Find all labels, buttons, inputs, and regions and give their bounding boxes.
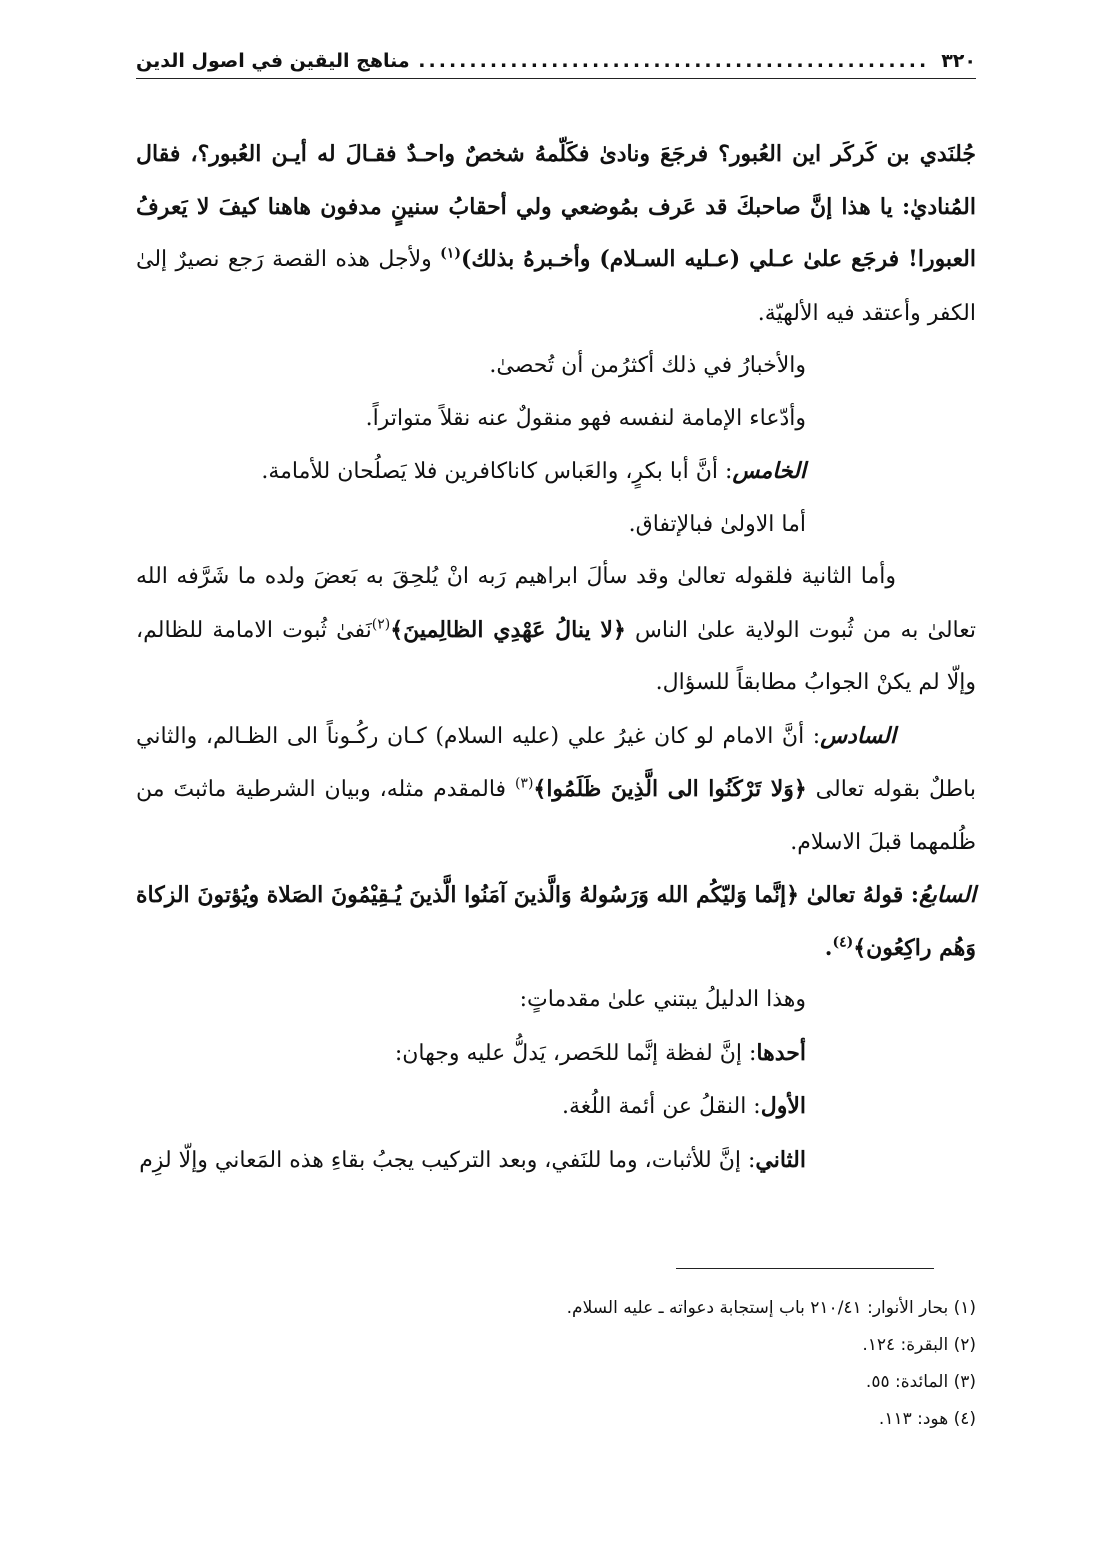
paragraph-1-tail: ولأجل هذه القصة رَجع نصيرٌ إلىٰ الكفر وأعتقد فيه الألهيّة.: [136, 247, 976, 326]
footnote-separator: [676, 1268, 934, 1269]
quran-quote-1: ﴿لا ينالُ عَهْدِي الظالِمينَ﴾: [390, 616, 626, 643]
paragraph-12: [136, 1134, 976, 1188]
section-label-fifth: الخامس: [732, 458, 806, 484]
footnote-ref-4: (٤): [832, 934, 854, 951]
paragraph-9: وهذا الدليلُ يبتني علىٰ مقدماتٍ:: [519, 987, 806, 1012]
paragraph-6-tail: نَفىٰ ثُبوت الامامة للظالم، وإلّا لم يكنْ الجوابُ مطابقاً للسؤال.: [136, 617, 976, 695]
paragraph-8: [136, 869, 976, 974]
label-second: الثاني: [755, 1146, 806, 1173]
footnote-4: (٤) هود: ١١٣.: [878, 1409, 976, 1429]
section-label-sixth: السادس: [820, 722, 896, 749]
quran-quote-3: ﴿إنَّما وَليّكُم الله وَرَسُولهُ وَالَّذينَ آمَنُوا الَّذينَ يُـقِيْمُونَ الصَلاة ويُؤتونَ الزكاة وَهُم راكِعُون﴾: [136, 882, 976, 961]
footnote-ref-3: (٣): [514, 775, 534, 792]
paragraph-4-text: : أنَّ أبا بكرٍ، والعَباس كاناكافرين فلا يَصلُحان للأمامة.: [261, 459, 733, 484]
main-text: [136, 128, 976, 1187]
paragraph-7-tail: فالمقدم مثله، وبيان الشرطية ماثبتَ من ظُلمهما قبلَ الاسلام.: [136, 777, 976, 855]
paragraph-2: والأخبارُ في ذلك أكثرُمن أن تُحصىٰ.: [489, 353, 806, 378]
footnotes: [136, 1290, 976, 1438]
paragraph-3: وأدّعاء الإمامة لنفسه فهو منقولٌ عنه نقلاً متواتراً.: [365, 405, 806, 431]
paragraph-6-text: وأما الثانية فلقوله تعالىٰ وقد سألَ ابراهيم رَبه انْ يُلحِقَ به بَعضَ ولده ما شَرَّفه الله تعالىٰ به من ثُبوت الولاية علىٰ الناس: [136, 564, 976, 643]
paragraph-6: [136, 551, 976, 710]
footnote-ref-1: (١): [440, 245, 461, 262]
paragraph-10-text: : إنَّ لفظة إنَّما للحَصر، يَدلُّ عليه وجهان:: [394, 1040, 757, 1066]
footnote-ref-2: (٢): [371, 616, 391, 633]
paragraph-7-text: : أنَّ الامام لو كان غيرُ علي (عليه السلام) كـان ركُـوناً الى الظـالم، والثاني باطلٌ بقوله تعالى: [136, 723, 976, 802]
page-number: ٣٢٠: [941, 50, 976, 72]
label-first: الأول: [760, 1093, 806, 1119]
header-leader-dots: [416, 50, 930, 72]
paragraph-10: [136, 1027, 976, 1081]
paragraph-1: [136, 128, 976, 340]
paragraph-1-text: جُلنَدي بن كَركَر اين العُبور؟ فرجَعَ ونادىٰ فكَلّمهُ شخصٌ واحـدٌ فقـالَ له أيـن العُبور؟، فقال المُناديٰ: يا هذا إنَّ صاحبكَ قد عَرف بمُوضعي ولي أحقابُ سنينٍ مدفون هاهنا كيفَ لا يَعرفُ العبورا! فرجَع علىٰ عـلي (عـليه السـلام) وأخـبرهُ بذلك): [136, 141, 976, 272]
footnote-1: (١) بحار الأنوار: ٢١٠/٤١ باب إستجابة دعواته ـ عليه السلام.: [566, 1298, 976, 1318]
paragraph-11-text: : النقلُ عن أئمة اللُغة.: [561, 1094, 761, 1119]
paragraph-8-text: : قولهُ تعالىٰ: [799, 882, 920, 908]
page-header: [136, 44, 976, 79]
label-first-premise: أحدها: [756, 1039, 806, 1066]
footnote-3: (٣) المائدة: ٥٥.: [865, 1372, 976, 1392]
paragraph-8-tail: .: [824, 934, 833, 961]
paragraph-4: [136, 445, 976, 499]
paragraph-5: أما الاولىٰ فبالإتفاق.: [628, 511, 806, 537]
section-label-seventh: السابعُ: [919, 882, 976, 908]
paragraph-7: [136, 710, 976, 870]
footnote-2: (٢) البقرة: ١٢٤.: [862, 1335, 976, 1355]
running-title: مناهج اليقين في اصول الدين: [136, 50, 410, 72]
paragraph-11: [136, 1080, 976, 1134]
paragraph-12-text: : إنَّ للأثبات، وما للنَفي، وبعد التركيب يجبُ بقاءِ هذه المَعاني وإلّا لزِم: [139, 1147, 756, 1173]
quran-quote-2: ﴿وَلا تَرْكَنُوا الى الَّذِينَ ظَلَمُوا﴾: [533, 776, 807, 802]
